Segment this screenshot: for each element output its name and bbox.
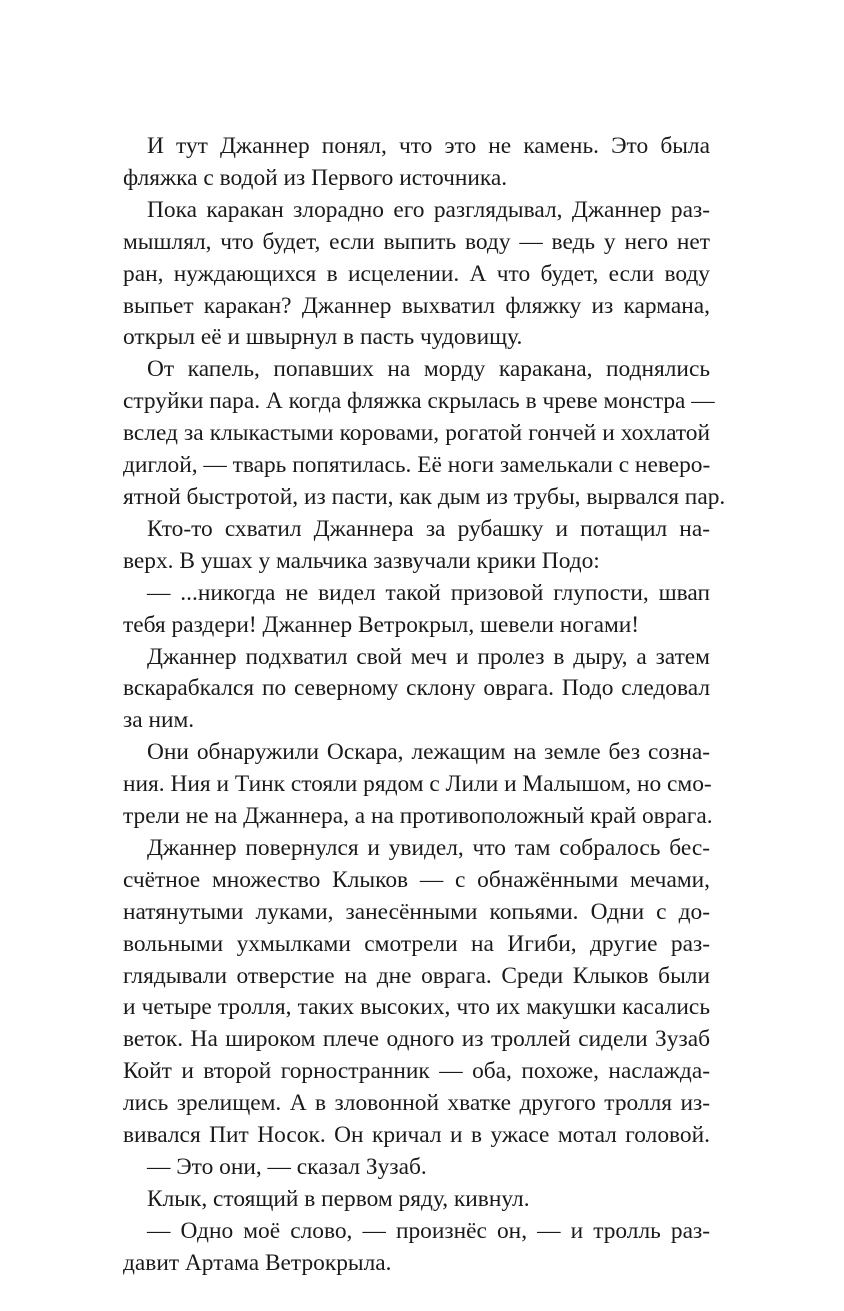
paragraph: [123, 833, 710, 1152]
text-line: лись зрелищем. А в зловонной хватке другого тролля из-: [123, 1090, 710, 1117]
text-line: И тут Джаннер понял, что это не камень. Это была: [147, 133, 710, 159]
paragraph: [123, 737, 713, 833]
text-line: — ...никогда не видел такой призовой глупости, швап: [147, 579, 710, 606]
text-line: От капель, попавших на морду каракана, поднялись: [147, 356, 710, 383]
text-line: тебя раздери! Джаннер Ветрокрыл, шевели ногами!: [123, 611, 640, 638]
text-line: за ним.: [123, 707, 195, 734]
text-line: Джаннер повернулся и увидел, что там собралось бес-: [147, 834, 710, 861]
text-line: верх. В ушах у мальчика зазвучали крики Подо:: [123, 547, 600, 574]
paragraph: [123, 1216, 710, 1280]
text-line: Джаннер подхватил свой меч и пролез в дыру, а затем: [147, 643, 710, 670]
paragraph: [123, 578, 710, 642]
text-line: давит Артама Ветрокрыла.: [123, 1249, 392, 1276]
text-line: веток. На широком плече одного из троллей сидели Зузаб: [123, 1026, 710, 1053]
text-line: струйки пара. А когда фляжка скрылась в чреве монстра —: [123, 388, 715, 415]
paragraph: [123, 642, 710, 738]
text-line: и четыре тролля, таких высоких, что их макушки касались: [123, 994, 710, 1021]
text-line: вольными ухмылками смотрели на Игиби, другие раз-: [123, 930, 710, 957]
paragraph: [123, 1152, 710, 1184]
paragraph: [123, 195, 710, 355]
text-line: — Одно моё слово, — произнёс он, — и тролль раз-: [147, 1217, 710, 1244]
text-line: фляжка с водой из Первого источника.: [123, 164, 508, 191]
paragraph: [123, 131, 710, 195]
text-line: Пока каракан злорадно его разглядывал, Джаннер раз-: [147, 196, 710, 223]
text-line: Койт и второй горностранник — оба, похоже, наслажда-: [123, 1058, 710, 1085]
text-line: выпьет каракан? Джаннер выхватил фляжку из кармана,: [123, 292, 710, 319]
text-line: натянутыми луками, занесёнными копьями. Одни с до-: [123, 898, 710, 925]
body-text: [123, 131, 726, 1280]
text-line: ран, нуждающихся в исцелении. А что будет, если воду: [123, 260, 710, 287]
paragraph: [123, 1184, 710, 1216]
text-line: Они обнаружили Оскара, лежащим на земле без созна-: [147, 739, 710, 766]
text-line: счётное множество Клыков — с обнажёнными мечами,: [123, 866, 710, 893]
text-line: трели не на Джаннера, а на противоположный край оврага.: [123, 803, 713, 830]
text-line: глядывали отверстие на дне оврага. Среди Клыков были: [123, 962, 710, 989]
text-line: мышлял, что будет, если выпить воду — ведь у него нет: [123, 228, 710, 255]
text-line: ния. Ния и Тинк стояли рядом с Лили и Малышом, но смо-: [123, 771, 712, 798]
text-line: ятной быстротой, из пасти, как дым из трубы, вырвался пар.: [123, 483, 726, 510]
paragraph: [123, 514, 710, 578]
paragraph: [123, 354, 726, 514]
text-line: вскарабкался по северному склону оврага. Подо следовал: [123, 675, 710, 702]
text-line: — Это они, — сказал Зузаб.: [147, 1154, 427, 1180]
text-line: вслед за клыкастыми коровами, рогатой гончей и хохлатой: [123, 420, 710, 447]
text-line: Клык, стоящий в первом ряду, кивнул.: [147, 1185, 530, 1212]
text-line: диглой, — тварь попятилась. Её ноги замелькали с неверо-: [123, 452, 711, 479]
text-line: вивался Пит Носок. Он кричал и в ужасе мотал головой.: [123, 1122, 710, 1149]
text-line: открыл её и швырнул в пасть чудовищу.: [123, 324, 523, 351]
text-line: Кто-то схватил Джаннера за рубашку и потащил на-: [147, 515, 710, 542]
